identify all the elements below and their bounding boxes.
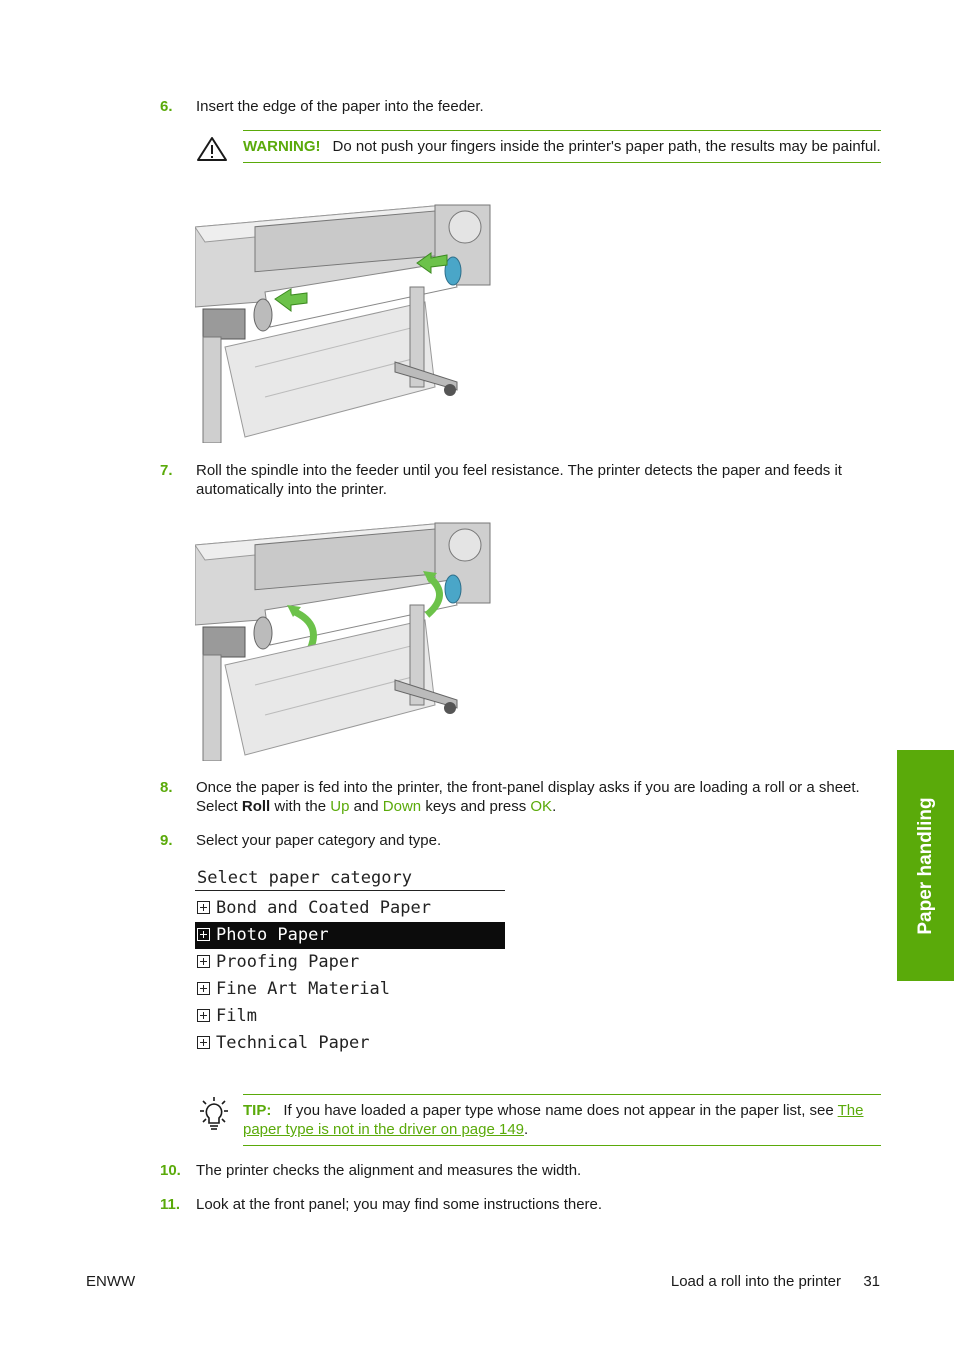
panel-item-label: Photo Paper xyxy=(216,925,329,945)
expand-icon xyxy=(197,982,210,995)
tip-note xyxy=(243,1094,881,1146)
step-text: The printer checks the alignment and measures the width. xyxy=(196,1162,582,1179)
step-text: Insert the edge of the paper into the feeder. xyxy=(196,98,484,115)
printer-feed-illustration xyxy=(195,197,495,443)
step-text: Select your paper category and type. xyxy=(196,832,442,849)
front-panel-display xyxy=(195,866,505,1057)
step-text: Roll the spindle into the feeder until you feel resistance. The printer detects the paper and feeds it automatically into the printer. xyxy=(196,462,842,498)
roll-option-label: Roll xyxy=(241,798,271,815)
page-number: 31 xyxy=(863,1273,880,1290)
expand-icon xyxy=(197,1036,210,1049)
step-number: 10. xyxy=(160,1162,181,1179)
step-number: 11. xyxy=(160,1196,181,1213)
lightbulb-icon xyxy=(197,1096,231,1134)
panel-title: Select paper category xyxy=(195,866,505,891)
step-8-text-3: and xyxy=(349,798,383,815)
expand-icon xyxy=(197,901,210,914)
panel-item-label: Bond and Coated Paper xyxy=(216,898,431,918)
panel-item-label: Fine Art Material xyxy=(216,979,390,999)
step-7 xyxy=(160,461,882,499)
warning-label: WARNING! xyxy=(243,138,321,155)
footer-right xyxy=(671,1273,880,1290)
step-number: 9. xyxy=(160,832,173,849)
step-8-text-2: with the xyxy=(270,798,331,815)
step-9 xyxy=(160,831,882,850)
footer-section-title: Load a roll into the printer xyxy=(670,1273,841,1290)
step-text: Look at the front panel; you may find some instructions there. xyxy=(196,1196,603,1213)
printer-spindle-illustration xyxy=(195,515,495,761)
step-8-text-1: Once the paper is fed into the printer, the front-panel display asks if you are loading a roll or a sheet. Select xyxy=(196,779,860,815)
tip-text: If you have loaded a paper type whose name does not appear in the paper list, see xyxy=(283,1102,838,1119)
panel-item[interactable] xyxy=(195,895,505,922)
tip-link[interactable]: The paper type is not in the driver on page 149 xyxy=(243,1102,864,1138)
step-number: 7. xyxy=(160,462,173,479)
warning-triangle-icon xyxy=(196,136,228,162)
panel-item-label: Technical Paper xyxy=(216,1033,370,1053)
down-key-label: Down xyxy=(382,798,422,815)
up-key-label: Up xyxy=(330,798,350,815)
expand-icon xyxy=(197,928,210,941)
step-8 xyxy=(160,778,882,816)
step-10 xyxy=(160,1161,882,1180)
step-8-text-5: . xyxy=(552,798,557,815)
step-6 xyxy=(160,97,882,116)
tip-label: TIP: xyxy=(243,1102,272,1119)
ok-key-label: OK xyxy=(530,798,553,815)
panel-item[interactable] xyxy=(195,976,505,1003)
panel-item-label: Proofing Paper xyxy=(216,952,360,972)
expand-icon xyxy=(197,955,210,968)
chapter-side-tab-label: Paper handling xyxy=(914,796,936,935)
step-number: 8. xyxy=(160,779,173,796)
expand-icon xyxy=(197,1009,210,1022)
panel-item-label: Film xyxy=(216,1006,257,1026)
warning-text: Do not push your fingers inside the printer's paper path, the results may be painful. xyxy=(332,138,881,155)
panel-item-selected[interactable] xyxy=(195,922,505,949)
warning-note xyxy=(243,130,881,163)
chapter-side-tab[interactable] xyxy=(897,750,954,981)
step-text xyxy=(196,778,882,816)
step-8-text-4: keys and press xyxy=(421,798,531,815)
panel-item[interactable] xyxy=(195,1003,505,1030)
step-11 xyxy=(160,1195,882,1214)
panel-item[interactable] xyxy=(195,949,505,976)
panel-item[interactable] xyxy=(195,1030,505,1057)
step-number: 6. xyxy=(160,98,173,115)
tip-end: . xyxy=(524,1121,529,1138)
footer-left: ENWW xyxy=(86,1273,136,1290)
